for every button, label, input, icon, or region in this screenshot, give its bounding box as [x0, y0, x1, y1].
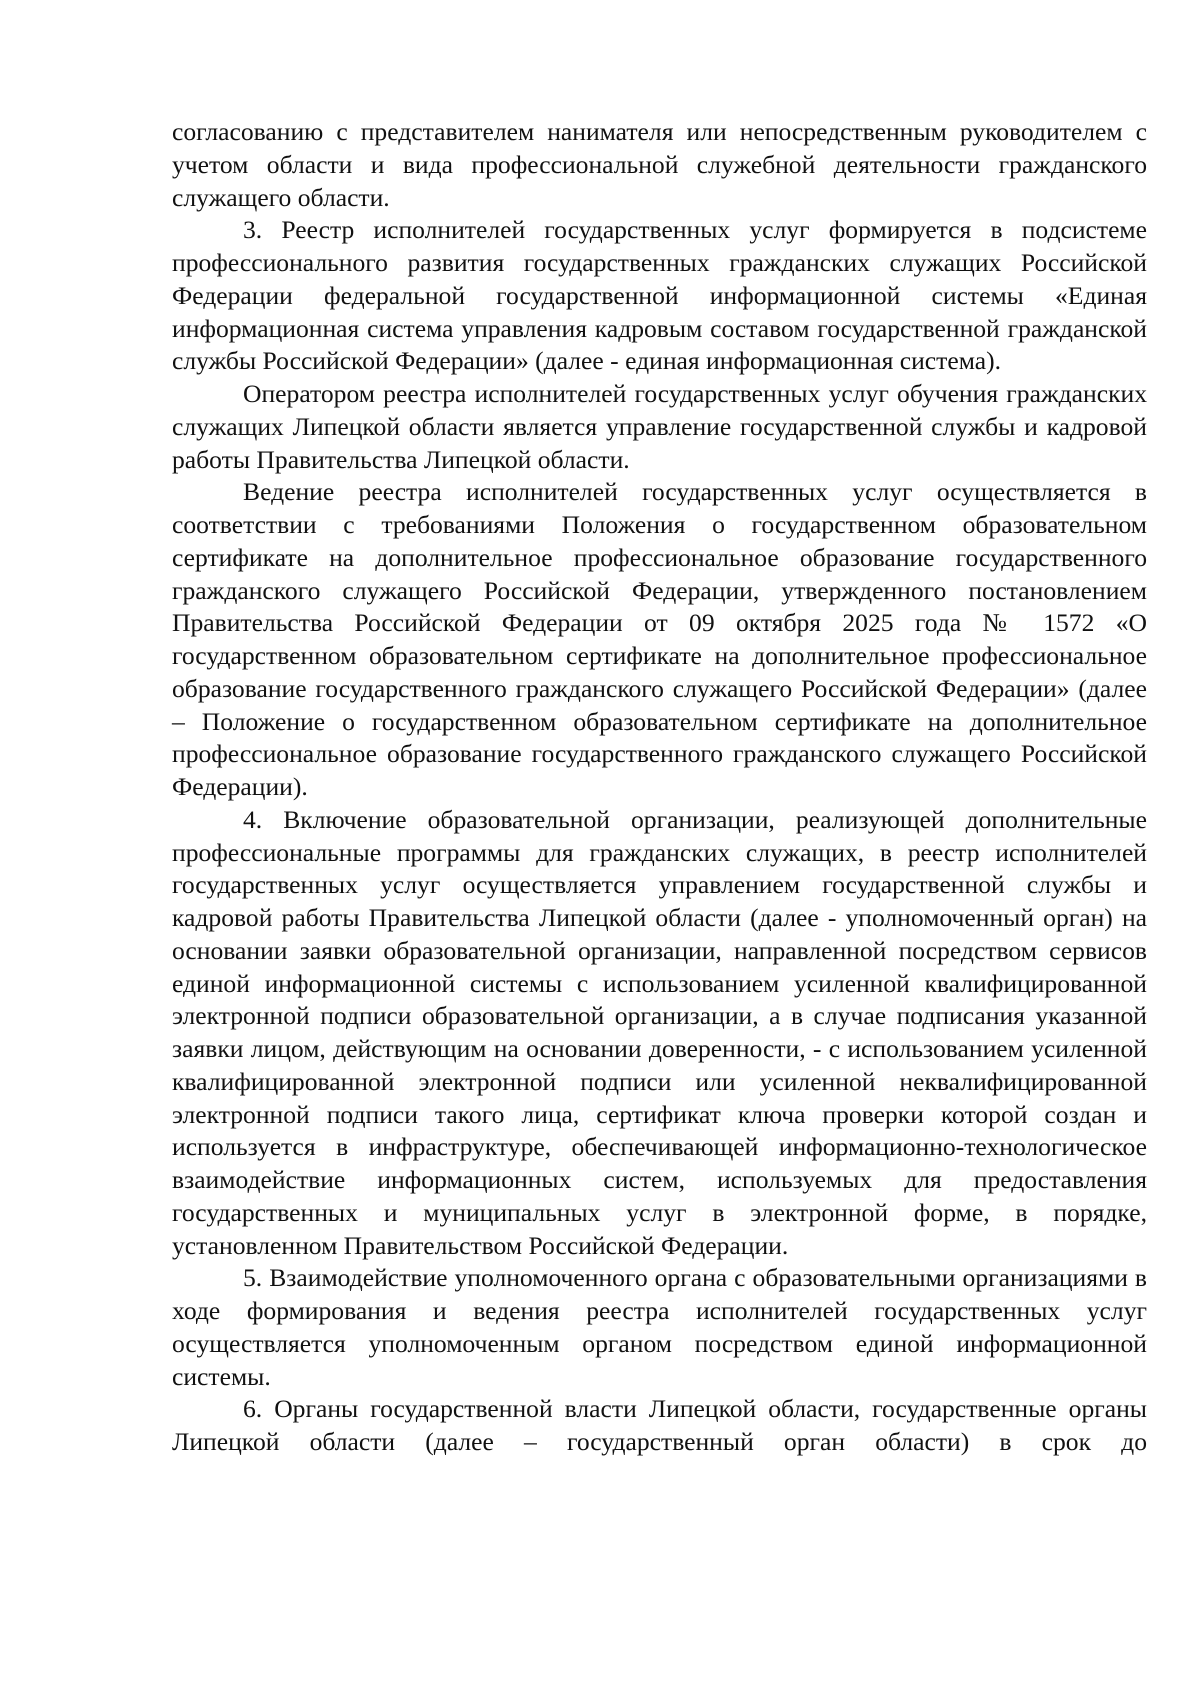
paragraph-registry-maintenance: Ведение реестра исполнителей государственных услуг осуществляется в соответствии с требованиями Положения о государственном образовательном сертификате на дополнительное профессиональное образование государственного гражданского служащего Российской Федерации, утвержденного постановлением Правительства Российской Федерации от 09 октября 2025 года № 1572 «О государственном образовательном сертификате на дополнительное профессиональное образование государственного гражданского служащего Российской Федерации» (далее – Положение о государственном образовательном сертификате на дополнительное профессиональное образование государственного гражданского служащего Российской Федерации).: [172, 477, 1147, 801]
document-page: [172, 116, 1147, 1459]
paragraph-continuation: согласованию с представителем нанимателя или непосредственным руководителем с учетом области и вида профессиональной служебной деятельности гражданского служащего области.: [172, 117, 1147, 212]
paragraph-registry-operator: Оператором реестра исполнителей государственных услуг обучения гражданских служащих Липецкой области является управление государственной службы и кадровой работы Правительства Липецкой области.: [172, 379, 1147, 474]
paragraph-item-4: 4. Включение образовательной организации, реализующей дополнительные профессиональные программы для гражданских служащих, в реестр исполнителей государственных услуг осуществляется управлением государственной службы и кадровой работы Правительства Липецкой области (далее - уполномоченный орган) на основании заявки образовательной организации, направленной посредством сервисов единой информационной системы с использованием усиленной квалифицированной электронной подписи образовательной организации, а в случае подписания указанной заявки лицом, действующим на основании доверенности, - с использованием усиленной квалифицированной электронной подписи или усиленной неквалифицированной электронной подписи такого лица, сертификат ключа проверки которой создан и используется в инфраструктуре, обеспечивающей информационно-технологическое взаимодействие информационных систем, используемых для предоставления государственных и муниципальных услуг в электронной форме, в порядке, установленном Правительством Российской Федерации.: [172, 804, 1147, 1260]
paragraph-item-5: 5. Взаимодействие уполномоченного органа с образовательными организациями в ходе формирования и ведения реестра исполнителей государственных услуг осуществляется уполномоченным органом посредством единой информационной системы.: [172, 1263, 1147, 1391]
paragraph-item-6: 6. Органы государственной власти Липецкой области, государственные органы Липецкой области (далее – государственный орган области) в срок до: [172, 1394, 1147, 1456]
paragraph-item-3: 3. Реестр исполнителей государственных услуг формируется в подсистеме профессионального развития государственных гражданских служащих Российской Федерации федеральной государственной информационной системы «Единая информационная система управления кадровым составом государственной гражданской службы Российской Федерации» (далее - единая информационная система).: [172, 215, 1147, 376]
